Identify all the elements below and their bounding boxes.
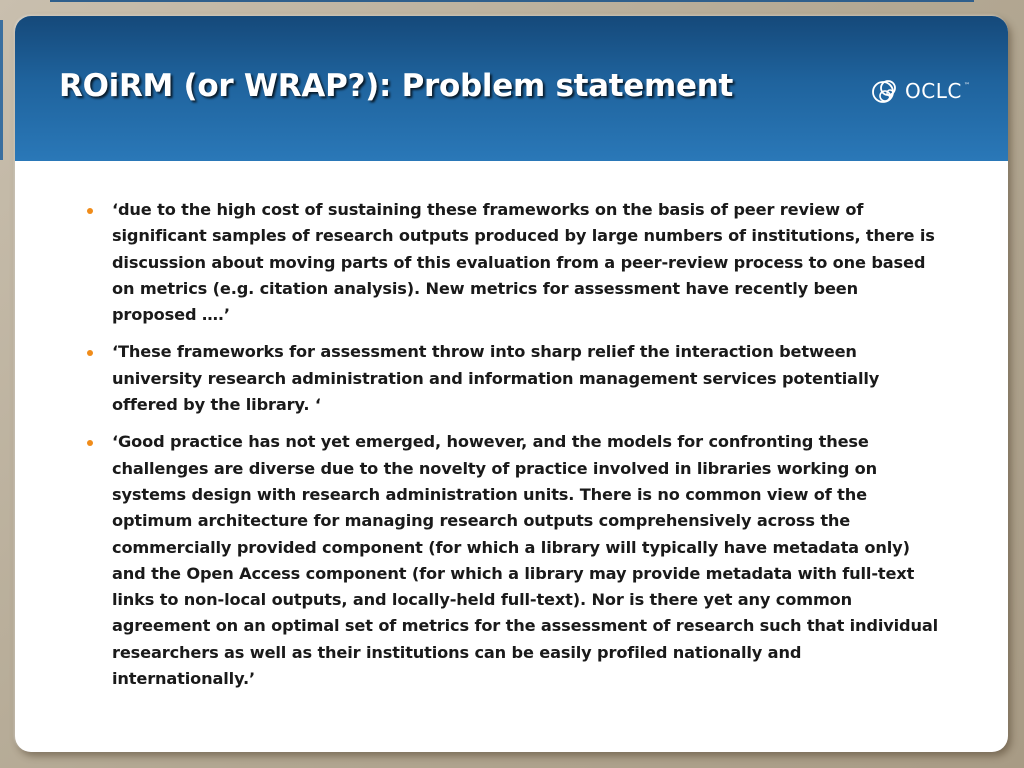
bullet-text: ‘due to the high cost of sustaining these frameworks on the basis of peer review of significant samples of research outputs produced by large numbers of institutions, there is discussion about moving parts of this evaluation from a peer-review process to one based on metrics (e.g. citation analysis). New metrics for assessment have recently been proposed ….’ <box>112 200 935 325</box>
bullet-dot-icon <box>87 440 93 446</box>
left-edge-accent <box>0 20 3 160</box>
top-divider-line <box>50 0 974 2</box>
slide-header <box>15 16 1008 161</box>
slide <box>15 16 1008 752</box>
bullet-text: ‘Good practice has not yet emerged, however, and the models for confronting these challenges are diverse due to the novelty of practice involved in libraries working on systems design with research administration units. There is no common view of the optimum architecture for managing research outputs comprehensively across the commercially provided component (for which a library will typically have metadata only) and the Open Access component (for which a library may provide metadata with full-text links to non-local outputs, and locally-held full-text). Nor is there yet any common agreement on an optimal set of metrics for the assessment of research such that individual researchers as well as their institutions can be easily profiled nationally and internationally.’ <box>112 432 939 689</box>
oclc-logo-text: OCLC <box>905 79 962 103</box>
bullet-text: ‘These frameworks for assessment throw into sharp relief the interaction between university research administration and information management services potentially offered by the library. ‘ <box>112 342 880 415</box>
slide-title: ROiRM (or WRAP?): Problem statement <box>59 68 734 104</box>
bullet-dot-icon <box>87 208 93 214</box>
bullet-dot-icon <box>87 350 93 356</box>
oclc-logo <box>871 74 970 108</box>
list-item <box>87 339 947 418</box>
list-item <box>87 197 947 328</box>
bullet-list <box>87 197 947 703</box>
oclc-logo-icon <box>871 75 901 107</box>
trademark-symbol: ™ <box>963 82 970 89</box>
list-item <box>87 429 947 692</box>
